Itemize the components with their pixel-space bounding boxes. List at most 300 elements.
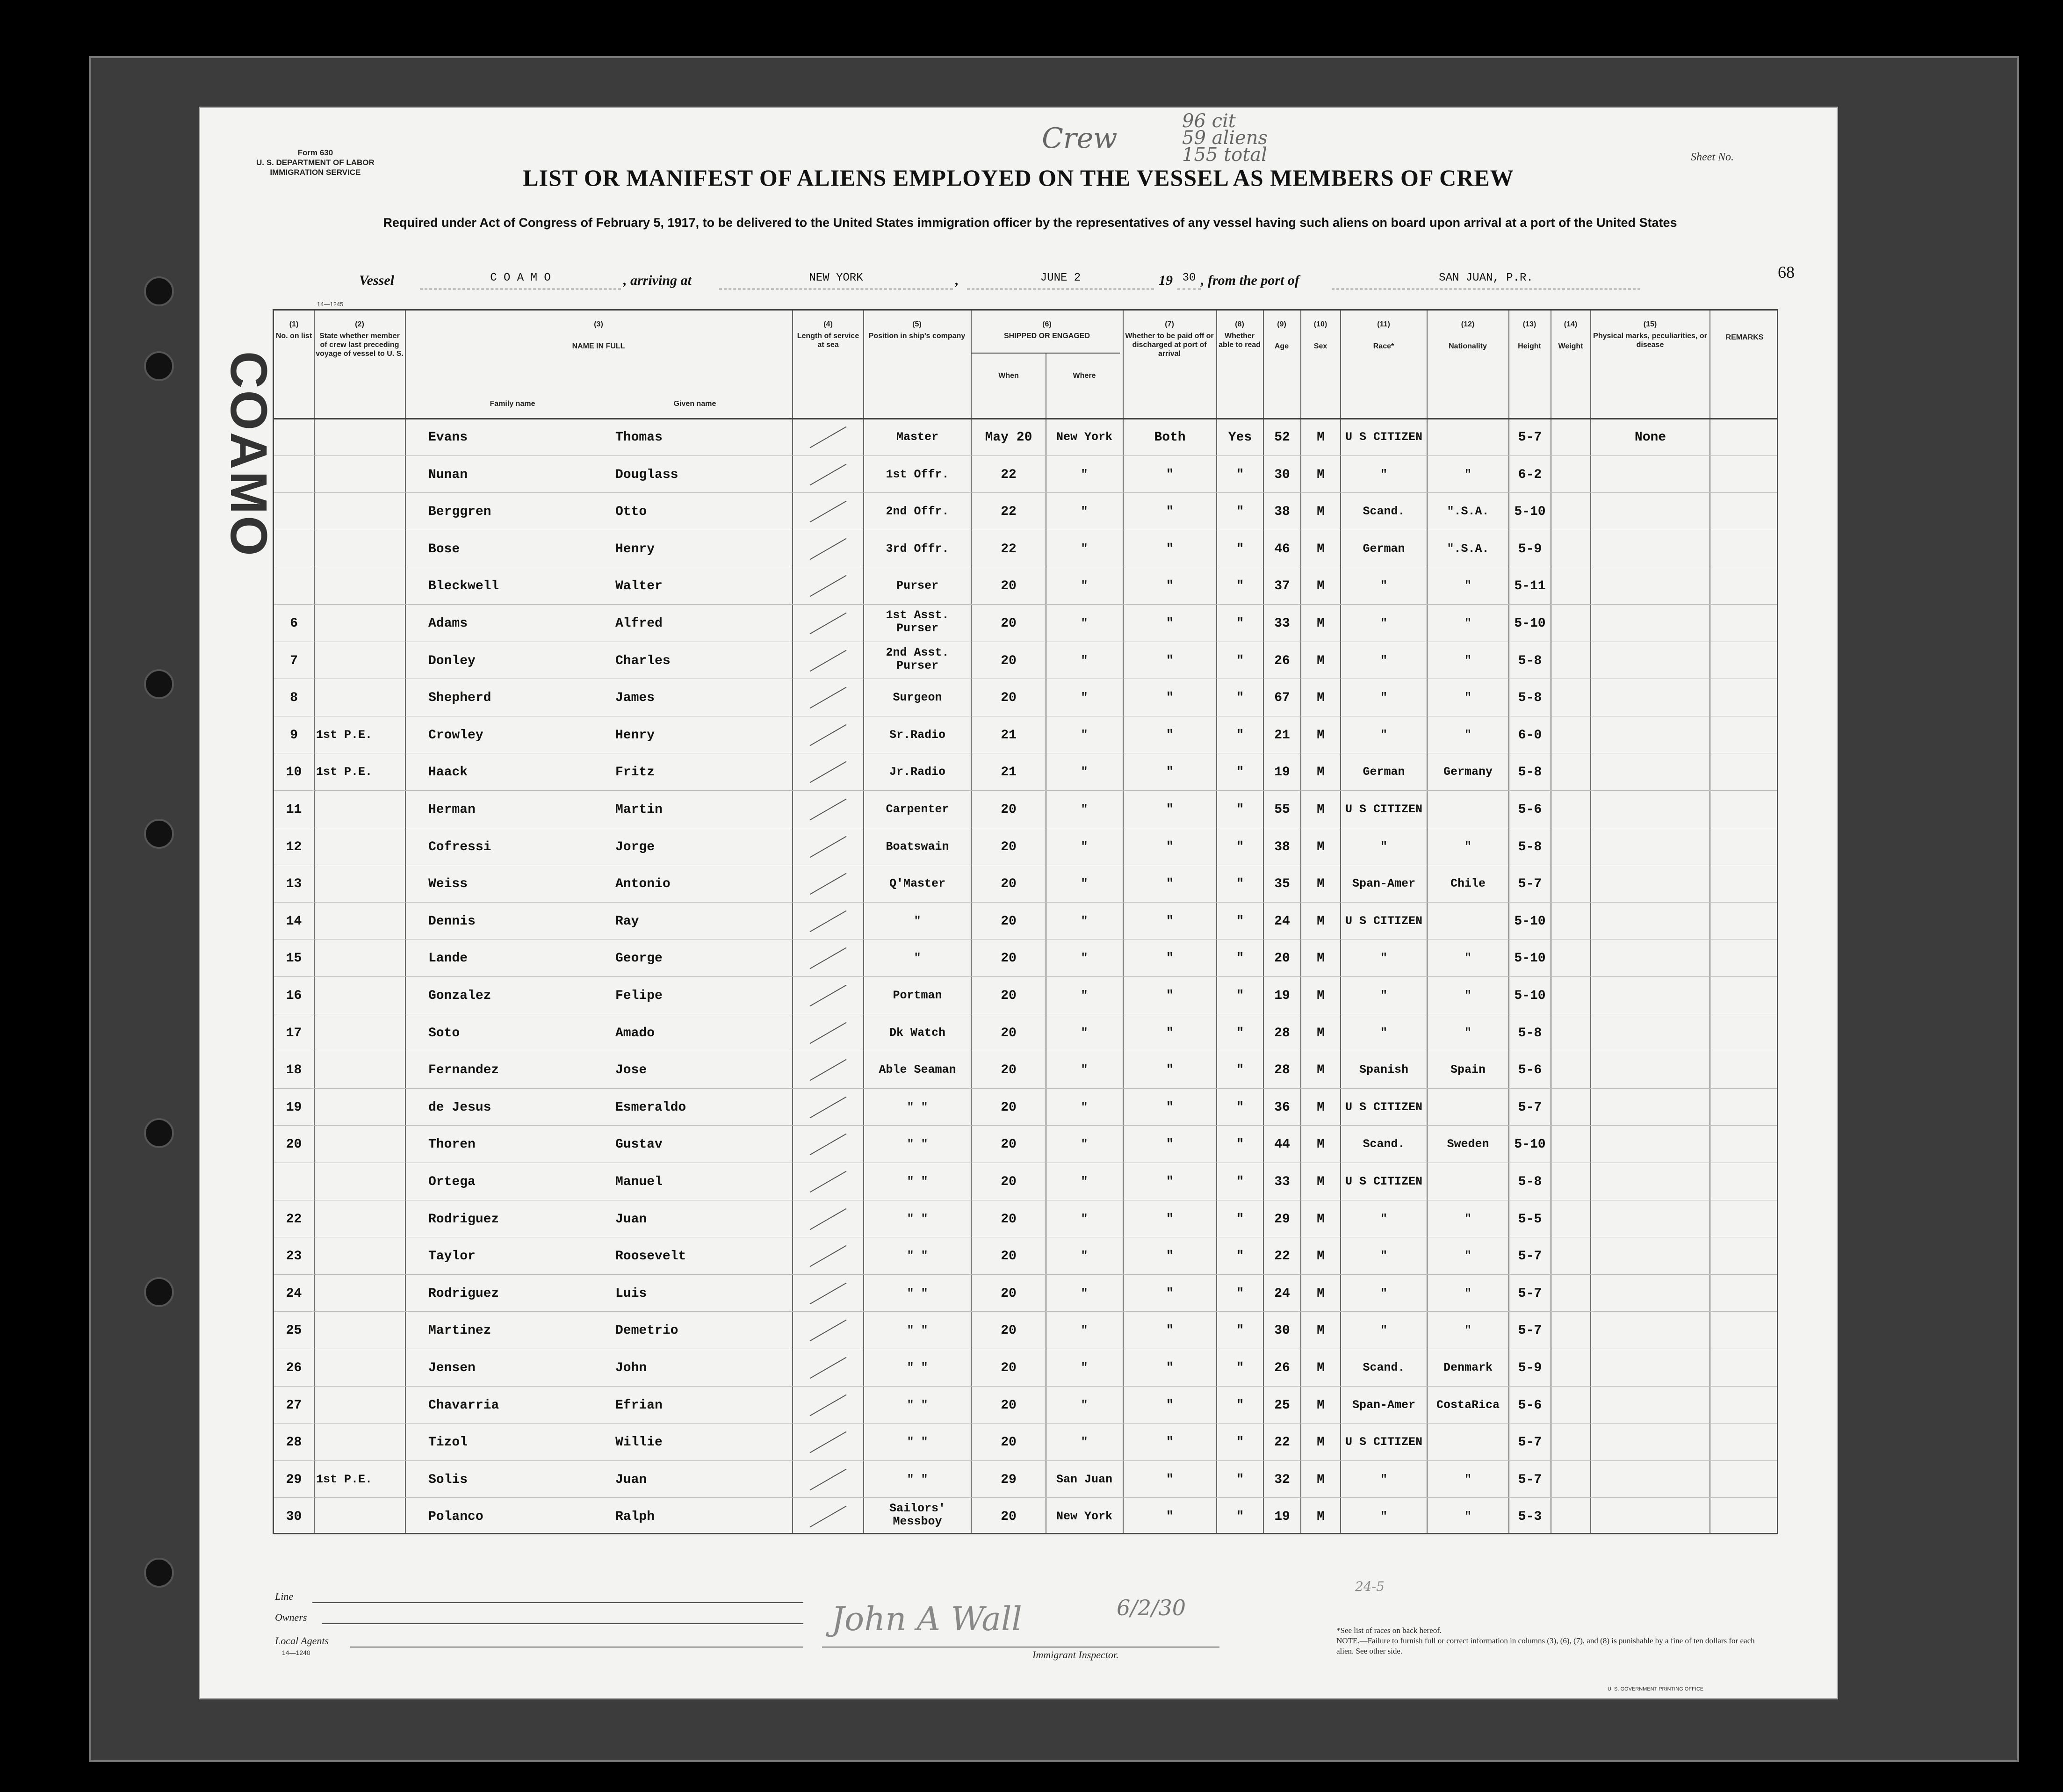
cell-read: " — [1236, 802, 1244, 817]
form-number: Form 630 — [297, 148, 333, 157]
cell-nationality: ".S.A. — [1447, 542, 1489, 556]
service-check-mark — [810, 426, 847, 448]
cell-where: " — [1081, 1137, 1088, 1151]
cell-family: Taylor — [428, 1249, 476, 1264]
cell-read: " — [1236, 1472, 1244, 1487]
cell-given: Charles — [615, 653, 671, 668]
col11-number: (11) — [1377, 320, 1390, 328]
cell-sex: M — [1317, 877, 1325, 892]
cell-race: U S CITIZEN — [1345, 430, 1423, 444]
cell-family: Bleckwell — [428, 579, 499, 594]
cell-read: " — [1236, 1137, 1244, 1152]
cell-race: Span-Amer — [1352, 1398, 1416, 1412]
cell-given: Antonio — [615, 877, 671, 892]
cell-read: " — [1236, 951, 1244, 966]
cell-read: Yes — [1228, 430, 1252, 445]
vessel-name: C O A M O — [420, 272, 621, 289]
cell-nationality: " — [1464, 839, 1472, 853]
cell-race: " — [1380, 616, 1387, 630]
cell-sex: M — [1317, 1137, 1325, 1152]
service-check-mark — [810, 501, 847, 523]
cell-paid: " — [1166, 542, 1174, 556]
cell-position: " " — [907, 1175, 928, 1188]
punch-hole — [144, 1558, 174, 1588]
cell-paid: " — [1166, 616, 1174, 631]
cell-when: 20 — [1001, 989, 1017, 1003]
cell-height: 5-9 — [1518, 1361, 1542, 1375]
cell-sex: M — [1317, 467, 1325, 482]
cell-no: 30 — [286, 1510, 302, 1525]
cell-family: Haack — [428, 765, 468, 780]
cell-family: Bose — [428, 542, 460, 556]
cell-age: 67 — [1274, 691, 1290, 706]
col13-header: Height — [1518, 342, 1541, 350]
cell-family: Lande — [428, 951, 468, 966]
year-suffix: 30 — [1177, 272, 1201, 289]
cell-age: 24 — [1274, 1286, 1290, 1301]
cell-given: Martin — [615, 802, 663, 817]
col14-number: (14) — [1564, 320, 1578, 328]
cell-age: 32 — [1274, 1472, 1290, 1487]
cell-height: 5-7 — [1518, 1435, 1542, 1450]
cell-position: Carpenter — [886, 802, 949, 816]
cell-sex: M — [1317, 653, 1325, 668]
cell-given: Manuel — [615, 1175, 663, 1189]
service-check-mark — [810, 1134, 847, 1156]
cell-given: Roosevelt — [615, 1249, 686, 1264]
cell-sex: M — [1317, 951, 1325, 966]
cell-given: Thomas — [615, 430, 663, 445]
cell-sex: M — [1317, 989, 1325, 1003]
cell-height: 5-10 — [1514, 914, 1546, 929]
cell-paid: " — [1166, 1026, 1174, 1041]
col12-number: (12) — [1461, 320, 1475, 328]
cell-height: 5-8 — [1518, 653, 1542, 668]
cell-given: John — [615, 1361, 647, 1375]
cell-sex: M — [1317, 1510, 1325, 1525]
cell-no: 25 — [286, 1323, 302, 1338]
cell-read: " — [1236, 653, 1244, 668]
handwritten-total: 155 total — [1182, 144, 1267, 166]
cell-no: 16 — [286, 989, 302, 1003]
cell-position: " " — [907, 1249, 928, 1263]
cell-race: German — [1363, 765, 1405, 779]
cell-paid: " — [1166, 1063, 1174, 1078]
cell-height: 5-5 — [1518, 1212, 1542, 1227]
cell-where: " — [1081, 765, 1088, 779]
col10-number: (10) — [1313, 320, 1327, 328]
cell-height: 5-10 — [1514, 951, 1546, 966]
cell-paid: " — [1166, 839, 1174, 854]
comma-separator: , — [955, 273, 959, 288]
cell-nationality: Germany — [1443, 765, 1493, 779]
page-title: LIST OR MANIFEST OF ALIENS EMPLOYED ON THE VESSEL AS MEMBERS OF CREW — [523, 165, 1514, 191]
cell-age: 33 — [1274, 616, 1290, 631]
cell-when: 20 — [1001, 691, 1017, 706]
cell-family: Shepherd — [428, 691, 491, 706]
cell-read: " — [1236, 989, 1244, 1003]
cell-no: 10 — [286, 765, 302, 780]
cell-sex: M — [1317, 765, 1325, 780]
col7-header: Whether to be paid off or discharged at port of arrival — [1125, 332, 1214, 358]
cell-when: 20 — [1001, 579, 1017, 594]
col15-header: Physical marks, peculiarities, or disease — [1593, 332, 1707, 349]
cell-read: " — [1236, 728, 1244, 743]
cell-race: " — [1380, 951, 1387, 965]
cell-race: Scand. — [1363, 1361, 1405, 1374]
cell-nationality: " — [1464, 1249, 1472, 1263]
cell-race: Scand. — [1363, 1137, 1405, 1151]
cell-race: " — [1380, 1323, 1387, 1337]
cell-race: " — [1380, 1212, 1387, 1226]
cell-nationality: " — [1464, 1286, 1472, 1300]
cell-height: 5-7 — [1518, 877, 1542, 892]
cell-nationality: " — [1464, 1510, 1472, 1524]
cell-where: " — [1081, 1063, 1088, 1077]
cell-nationality: Chile — [1450, 877, 1486, 891]
cell-race: U S CITIZEN — [1345, 914, 1423, 928]
cell-sex: M — [1317, 505, 1325, 520]
cell-read: " — [1236, 467, 1244, 482]
cell-given: Felipe — [615, 989, 663, 1003]
cell-race: " — [1380, 691, 1387, 705]
cell-read: " — [1236, 1026, 1244, 1041]
cell-paid: " — [1166, 914, 1174, 929]
cell-age: 35 — [1274, 877, 1290, 892]
cell-position: " — [914, 951, 921, 965]
cell-when: 20 — [1001, 1249, 1017, 1264]
cell-nationality: " — [1464, 1212, 1472, 1226]
col10-header: Sex — [1313, 342, 1327, 350]
cell-when: 20 — [1001, 1100, 1017, 1115]
cell-prev: 1st P.E. — [316, 728, 373, 742]
row-divider — [274, 1125, 1777, 1126]
cell-when: 20 — [1001, 914, 1017, 929]
cell-nationality: " — [1464, 1026, 1472, 1040]
cell-family: Chavarria — [428, 1398, 499, 1413]
cell-given: Demetrio — [615, 1323, 678, 1338]
cell-age: 38 — [1274, 505, 1290, 520]
cell-position: " " — [907, 1212, 928, 1226]
col4-header: Length of service at sea — [797, 332, 859, 349]
row-divider — [274, 902, 1777, 903]
cell-position: 3rd Offr. — [886, 542, 949, 556]
cell-family: Weiss — [428, 877, 468, 892]
cell-given: Fritz — [615, 765, 655, 780]
col3-number: (3) — [594, 320, 603, 328]
service-check-mark — [810, 1245, 847, 1267]
cell-paid: " — [1166, 467, 1174, 482]
local-agents-label: Local Agents — [275, 1635, 329, 1647]
cell-paid: " — [1166, 951, 1174, 966]
cell-race: " — [1380, 839, 1387, 853]
agents-form-code: 14—1240 — [282, 1649, 310, 1656]
cell-read: " — [1236, 691, 1244, 706]
cell-where: " — [1081, 728, 1088, 742]
cell-when: 20 — [1001, 1361, 1017, 1375]
cell-no: 17 — [286, 1026, 302, 1041]
col6-header: SHIPPED OR ENGAGED — [1003, 332, 1090, 340]
col2-header: State whether member of crew last preceding voyage of vessel to U. S. — [316, 332, 404, 358]
cell-age: 46 — [1274, 542, 1290, 556]
col6-number: (6) — [1042, 320, 1052, 328]
cell-no: 18 — [286, 1063, 302, 1078]
cell-paid: " — [1166, 1472, 1174, 1487]
service-check-mark — [810, 613, 847, 635]
cell-age: 25 — [1274, 1398, 1290, 1413]
cell-family: Solis — [428, 1472, 468, 1487]
cell-position: " " — [907, 1361, 928, 1374]
cell-sex: M — [1317, 914, 1325, 929]
cell-family: Dennis — [428, 914, 476, 929]
cell-paid: " — [1166, 579, 1174, 594]
service-check-mark — [810, 799, 847, 821]
cell-when: 22 — [1001, 467, 1017, 482]
cell-sex: M — [1317, 1100, 1325, 1115]
cell-where: " — [1081, 951, 1088, 965]
cell-no: 9 — [290, 728, 298, 743]
cell-height: 6-0 — [1518, 728, 1542, 743]
cell-paid: " — [1166, 1249, 1174, 1264]
cell-paid: " — [1166, 989, 1174, 1003]
cell-age: 36 — [1274, 1100, 1290, 1115]
vessel-stamp: COAMO — [220, 351, 277, 558]
cell-given: Luis — [615, 1286, 647, 1301]
row-divider — [274, 604, 1777, 605]
cell-position: 1st Asst. Purser — [886, 608, 949, 635]
cell-paid: " — [1166, 1212, 1174, 1227]
cell-position: " " — [907, 1137, 928, 1151]
col5-header: Position in ship's company — [868, 332, 966, 340]
cell-when: 20 — [1001, 1286, 1017, 1301]
cell-family: Rodriguez — [428, 1286, 499, 1301]
cell-height: 5-6 — [1518, 1398, 1542, 1413]
cell-race: " — [1380, 579, 1387, 593]
given-name-header: Given name — [673, 400, 716, 408]
cell-where: " — [1081, 1100, 1088, 1114]
cell-nationality: Spain — [1450, 1063, 1486, 1077]
form-code: 14—1245 — [317, 301, 344, 308]
cell-sex: M — [1317, 802, 1325, 817]
cell-family: Gonzalez — [428, 989, 491, 1003]
cell-race: " — [1380, 728, 1387, 742]
punch-hole — [144, 276, 174, 306]
cell-family: Rodriguez — [428, 1212, 499, 1227]
family-name-header: Family name — [490, 400, 535, 408]
cell-sex: M — [1317, 1175, 1325, 1189]
col1-header: No. on list — [275, 332, 312, 340]
cell-no: 12 — [286, 839, 302, 854]
cell-read: " — [1236, 1063, 1244, 1078]
cell-read: " — [1236, 1212, 1244, 1227]
cell-read: " — [1236, 1323, 1244, 1338]
cell-where: " — [1081, 616, 1088, 630]
cell-when: 20 — [1001, 653, 1017, 668]
cell-when: 20 — [1001, 839, 1017, 854]
cell-where: " — [1081, 802, 1088, 816]
cell-family: Martinez — [428, 1323, 491, 1338]
cell-age: 44 — [1274, 1137, 1290, 1152]
cell-position: " " — [907, 1435, 928, 1449]
cell-family: Adams — [428, 616, 468, 631]
cell-when: 20 — [1001, 1026, 1017, 1041]
cell-race: " — [1380, 989, 1387, 1002]
cell-race: " — [1380, 1026, 1387, 1040]
cell-position: " — [914, 914, 921, 928]
cell-where: " — [1081, 1286, 1088, 1300]
cell-height: 5-10 — [1514, 616, 1546, 631]
cell-height: 5-6 — [1518, 1063, 1542, 1078]
cell-nationality: " — [1464, 616, 1472, 630]
cell-where: " — [1081, 1212, 1088, 1226]
cell-when: 21 — [1001, 728, 1017, 743]
col4-number: (4) — [823, 320, 833, 328]
cell-when: 20 — [1001, 1510, 1017, 1525]
cell-height: 5-10 — [1514, 1137, 1546, 1152]
cell-position: Master — [896, 430, 938, 444]
cell-given: Juan — [615, 1472, 647, 1487]
cell-when: 20 — [1001, 1137, 1017, 1152]
year-prefix: 19 — [1159, 273, 1173, 288]
cell-no: 14 — [286, 914, 302, 929]
cell-height: 5-8 — [1518, 839, 1542, 854]
cell-when: 22 — [1001, 505, 1017, 520]
cell-when: 22 — [1001, 542, 1017, 556]
cell-family: Cofressi — [428, 839, 491, 854]
cell-where: " — [1081, 914, 1088, 928]
cell-nationality: " — [1464, 1323, 1472, 1337]
printer-credit: U. S. GOVERNMENT PRINTING OFFICE — [1608, 1686, 1704, 1692]
cell-given: Willie — [615, 1435, 663, 1450]
cell-height: 5-7 — [1518, 1472, 1542, 1487]
cell-where: New York — [1056, 430, 1113, 444]
cell-height: 5-7 — [1518, 1100, 1542, 1115]
cell-position: " " — [907, 1323, 928, 1337]
cell-position: 2nd Offr. — [886, 505, 949, 519]
cell-where: " — [1081, 1435, 1088, 1449]
cell-height: 5-10 — [1514, 505, 1546, 520]
service-check-mark — [810, 1357, 847, 1379]
cell-family: Soto — [428, 1026, 460, 1041]
cell-race: " — [1380, 467, 1387, 481]
row-divider — [274, 492, 1777, 493]
cell-prev: 1st P.E. — [316, 1472, 373, 1486]
cell-when: 20 — [1001, 1212, 1017, 1227]
cell-sex: M — [1317, 542, 1325, 556]
signature-date: 6/2/30 — [1117, 1595, 1186, 1620]
col3-header: NAME IN FULL — [572, 342, 625, 350]
cell-when: 20 — [1001, 1398, 1017, 1413]
cell-height: 5-7 — [1518, 1286, 1542, 1301]
cell-race: " — [1380, 1510, 1387, 1524]
line-label: Line — [275, 1590, 294, 1602]
cell-age: 37 — [1274, 579, 1290, 594]
cell-no: 6 — [290, 616, 298, 631]
cell-position: Purser — [896, 579, 938, 593]
cell-family: Thoren — [428, 1137, 476, 1152]
cell-age: 52 — [1274, 430, 1290, 445]
service-check-mark — [810, 687, 847, 709]
cell-height: 6-2 — [1518, 467, 1542, 482]
cell-race: German — [1363, 542, 1405, 556]
handwritten-crew: Crew — [1042, 122, 1118, 155]
cell-sex: M — [1317, 1472, 1325, 1487]
cell-paid: " — [1166, 653, 1174, 668]
punch-hole — [144, 819, 174, 849]
cell-race: " — [1380, 653, 1387, 667]
footnotes — [1336, 1626, 1757, 1656]
from-port-label: , from the port of — [1201, 273, 1299, 288]
cell-position: " " — [907, 1286, 928, 1300]
row-divider — [274, 1497, 1777, 1498]
cell-position: Surgeon — [893, 691, 942, 705]
cell-read: " — [1236, 839, 1244, 854]
cell-paid: " — [1166, 765, 1174, 780]
cell-race: Span-Amer — [1352, 877, 1416, 891]
col1-number: (1) — [289, 320, 299, 328]
cell-age: 22 — [1274, 1435, 1290, 1450]
cell-read: " — [1236, 1286, 1244, 1301]
cell-nationality: " — [1464, 653, 1472, 667]
cell-age: 20 — [1274, 951, 1290, 966]
cell-family: Donley — [428, 653, 476, 668]
cell-marks: None — [1634, 430, 1666, 445]
col15-number: (15) — [1643, 320, 1657, 328]
col9-header: Age — [1274, 342, 1289, 350]
cell-position: Jr.Radio — [889, 765, 946, 779]
cell-race: U S CITIZEN — [1345, 1435, 1423, 1449]
cell-paid: " — [1166, 1137, 1174, 1152]
cell-paid: " — [1166, 1510, 1174, 1525]
punch-hole — [144, 669, 174, 699]
service-check-mark — [810, 761, 847, 783]
col-divider — [405, 311, 406, 1533]
cell-read: " — [1236, 505, 1244, 520]
shipped-subheader-line — [971, 353, 1120, 354]
cell-read: " — [1236, 1100, 1244, 1115]
cell-family: Jensen — [428, 1361, 476, 1375]
cell-given: Ralph — [615, 1510, 655, 1525]
cell-when: 20 — [1001, 1175, 1017, 1189]
col-divider — [314, 311, 315, 1533]
service-check-mark — [810, 1431, 847, 1453]
cell-given: James — [615, 691, 655, 706]
arrival-date: JUNE 2 — [967, 272, 1154, 289]
cell-given: Jose — [615, 1063, 647, 1078]
cell-sex: M — [1317, 728, 1325, 743]
cell-given: Ray — [615, 914, 639, 929]
cell-read: " — [1236, 1249, 1244, 1264]
cell-age: 24 — [1274, 914, 1290, 929]
manifest-sheet — [199, 107, 1838, 1699]
cell-when: 20 — [1001, 1063, 1017, 1078]
inspector-signature: John A Wall — [831, 1600, 1022, 1638]
cell-sex: M — [1317, 1026, 1325, 1041]
cell-where: " — [1081, 1361, 1088, 1374]
cell-family: Polanco — [428, 1510, 483, 1525]
service-check-mark — [810, 910, 847, 932]
cell-position: Sr.Radio — [889, 728, 946, 742]
cell-position: " " — [907, 1472, 928, 1486]
cell-age: 29 — [1274, 1212, 1290, 1227]
cell-height: 5-3 — [1518, 1510, 1542, 1525]
cell-when: 20 — [1001, 1323, 1017, 1338]
vessel-label: Vessel — [359, 273, 394, 288]
service-check-mark — [810, 1096, 847, 1118]
cell-position: Sailors' Messboy — [889, 1502, 946, 1529]
col7-number: (7) — [1165, 320, 1174, 328]
cell-given: Amado — [615, 1026, 655, 1041]
